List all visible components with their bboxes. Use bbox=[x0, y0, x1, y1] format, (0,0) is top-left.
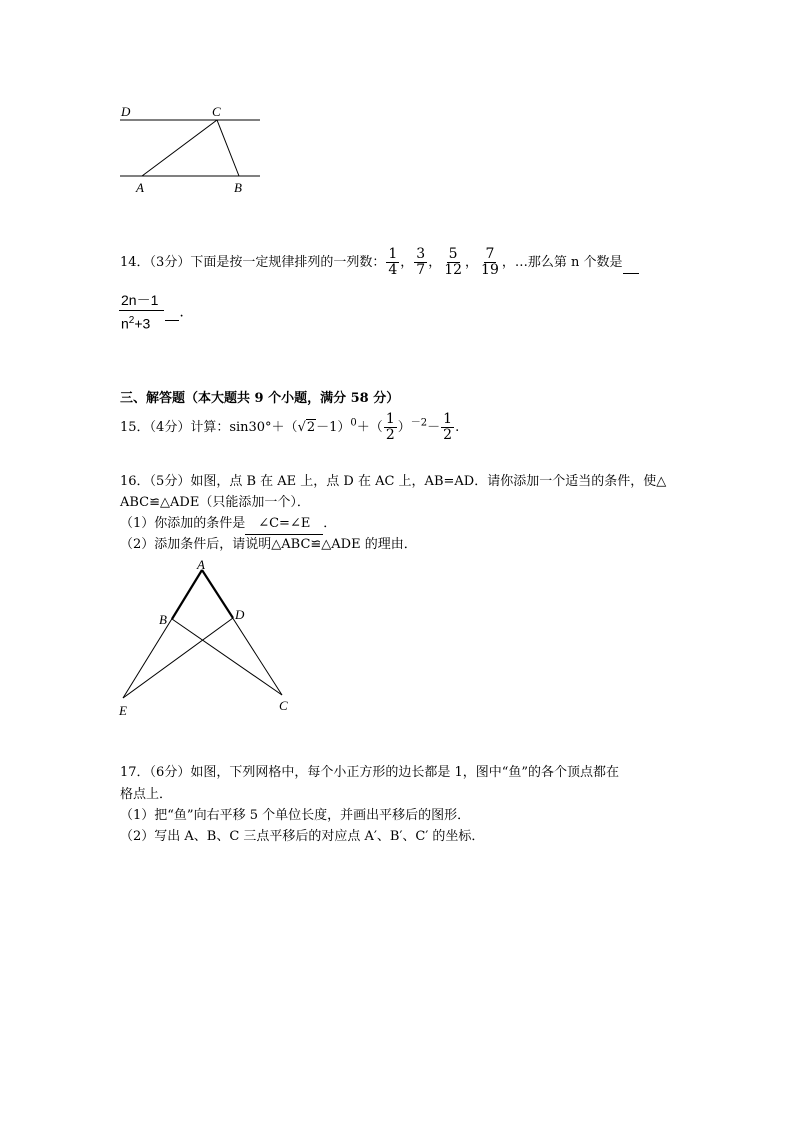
q14-sep-1: ， bbox=[400, 255, 414, 270]
question-17-line-2: 格点上． bbox=[120, 787, 173, 802]
q14-sep-3: ， bbox=[465, 255, 479, 270]
q15-f2-num: 1 bbox=[443, 411, 453, 427]
label-a: A bbox=[136, 180, 144, 195]
label-b: B bbox=[159, 612, 167, 627]
sqrt-symbol: √ bbox=[297, 420, 306, 435]
question-15 bbox=[120, 412, 459, 443]
q14-den-base: n bbox=[121, 315, 129, 332]
section-3-heading: 三、解答题（本大题共 9 个小题，满分 58 分） bbox=[120, 391, 400, 406]
q14-answer-fraction bbox=[119, 293, 164, 332]
question-16-line-2: ABC≌△ADE（只能添加一个）． bbox=[120, 495, 310, 510]
q14-f2-den: 7 bbox=[416, 262, 426, 278]
label-a: A bbox=[197, 557, 205, 572]
label-d: D bbox=[235, 607, 245, 622]
q15-close-paren: ） bbox=[397, 420, 411, 435]
label-d: D bbox=[121, 104, 131, 119]
question-16-line-1: 16．（5分）如图，点 B 在 AE 上，点 D 在 AC 上，AB=AD．请你添加一个适当的条件，使△ bbox=[120, 474, 667, 489]
q15-minus: － bbox=[427, 420, 441, 435]
segment-ad-bold bbox=[202, 570, 233, 618]
question-17-line-4: （2）写出 A、B、C 三点平移后的对应点 A′、B′、C′ 的坐标． bbox=[120, 829, 485, 844]
q14-fraction-3 bbox=[442, 247, 464, 278]
q15-fraction-1 bbox=[384, 412, 397, 443]
label-c: C bbox=[279, 698, 288, 713]
q14-prefix: 14．（3分）下面是按一定规律排列的一列数： bbox=[120, 255, 386, 270]
q14-f2-num: 3 bbox=[416, 246, 426, 262]
segment-de bbox=[123, 618, 233, 698]
q15-sqrt-value: 2 bbox=[306, 420, 316, 435]
label-b: B bbox=[234, 180, 242, 195]
q14-fraction-4 bbox=[479, 247, 501, 278]
figure-q16-triangles bbox=[110, 555, 310, 725]
q14-suffix: ，…那么第 n 个数是 bbox=[501, 255, 623, 270]
q15-exp0: 0 bbox=[350, 417, 357, 429]
q16-answer: ∠C=∠E bbox=[245, 514, 323, 535]
q16-line3-end: ． bbox=[323, 516, 337, 531]
q15-f1-den: 2 bbox=[385, 427, 395, 443]
segment-bc bbox=[172, 619, 282, 695]
question-16-line-3 bbox=[120, 514, 336, 535]
figure-q13-parallel-lines bbox=[115, 100, 275, 200]
q14-sep-2: ， bbox=[428, 255, 442, 270]
q14-blank-end bbox=[165, 304, 179, 321]
q14-fraction-2 bbox=[414, 247, 427, 278]
q15-after-sqrt: －1） bbox=[316, 420, 351, 435]
question-14 bbox=[120, 247, 639, 278]
question-17-line-1: 17．（6分）如图，下列网格中，每个小正方形的边长都是 1，图中“鱼”的各个顶点都在 bbox=[120, 765, 620, 780]
question-16-line-4: （2）添加条件后，请说明△ABC≌△ADE 的理由． bbox=[120, 537, 417, 552]
question-17-line-3: （1）把“鱼”向右平移 5 个单位长度，并画出平移后的图形． bbox=[120, 808, 471, 823]
segment-ab-bold bbox=[172, 570, 202, 619]
q14-fraction-1 bbox=[386, 247, 399, 278]
q14-f3-den: 12 bbox=[444, 262, 463, 278]
q14-answer-den bbox=[119, 311, 152, 332]
q15-fraction-2 bbox=[441, 412, 454, 443]
q14-f1-num: 1 bbox=[388, 246, 398, 262]
q14-f4-den: 19 bbox=[481, 262, 499, 278]
q15-exp-neg2: －2 bbox=[410, 417, 428, 429]
q14-den-exp: 2 bbox=[128, 315, 135, 326]
segment-ac bbox=[142, 120, 217, 176]
q14-answer-num: 2n－1 bbox=[119, 293, 164, 311]
q15-end: . bbox=[455, 420, 460, 435]
q15-prefix: 15．（4分）计算：sin30°＋（ bbox=[120, 420, 298, 435]
q14-f4-num: 7 bbox=[485, 246, 495, 262]
label-c: C bbox=[212, 104, 221, 119]
segment-bc bbox=[217, 120, 239, 176]
q14-answer bbox=[118, 293, 184, 332]
q16-line3-prefix: （1）你添加的条件是 bbox=[120, 516, 246, 531]
q14-f1-den: 4 bbox=[388, 262, 398, 278]
label-e: E bbox=[119, 703, 127, 718]
q15-plus-paren: ＋（ bbox=[356, 420, 383, 435]
q15-f2-den: 2 bbox=[443, 427, 453, 443]
q14-blank-start bbox=[623, 253, 639, 274]
q14-f3-num: 5 bbox=[448, 246, 458, 262]
q14-den-tail: +3 bbox=[134, 315, 151, 332]
q14-end: . bbox=[179, 304, 184, 321]
q15-f1-num: 1 bbox=[385, 411, 395, 427]
